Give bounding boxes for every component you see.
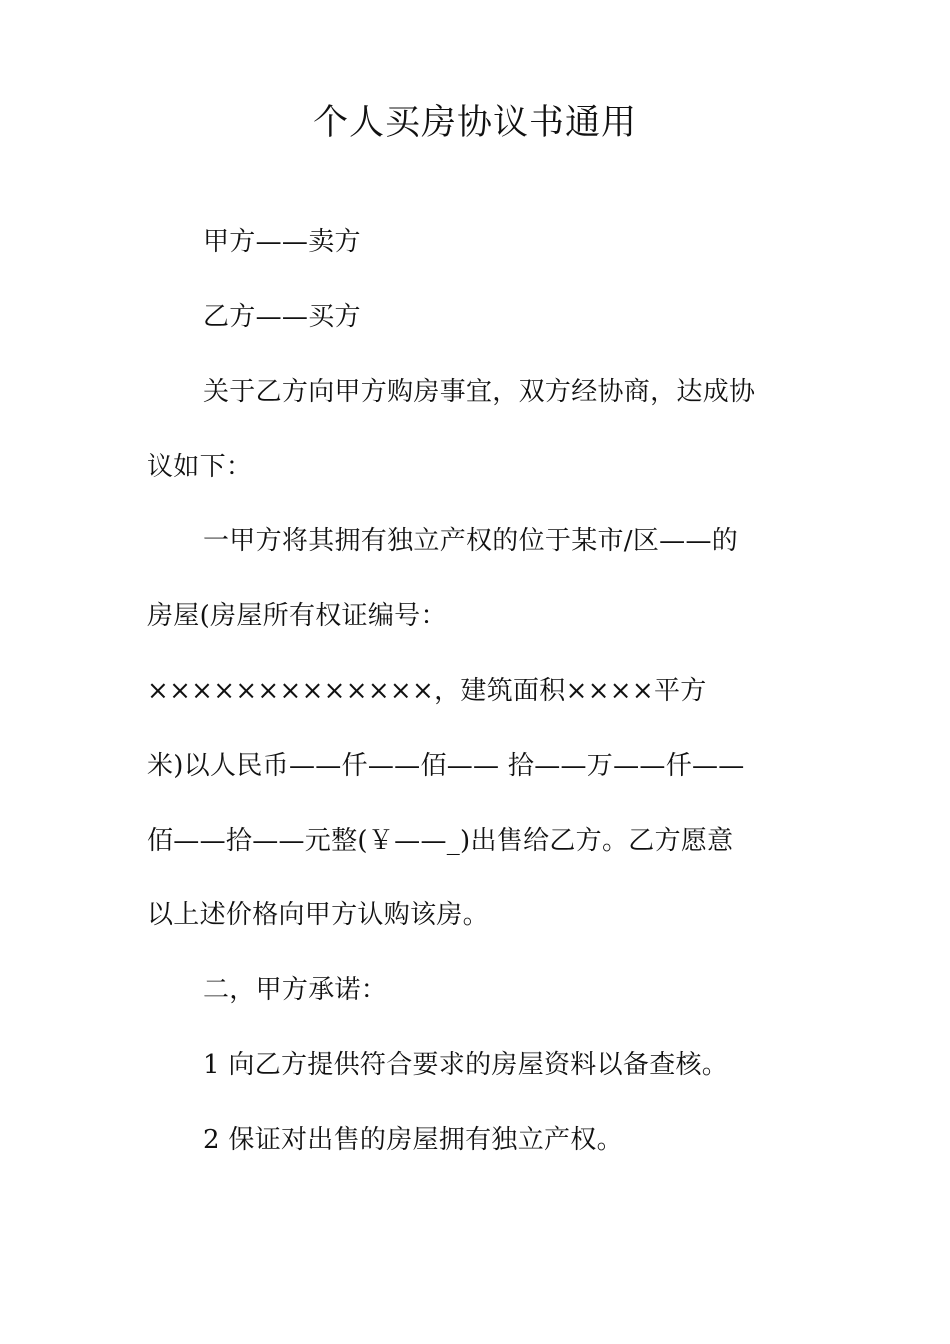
party-b-line: 乙方——买方 bbox=[203, 302, 361, 332]
clause-two-item-1: 1 向乙方提供符合要求的房屋资料以备查核。 bbox=[203, 1050, 729, 1080]
clause-two-item-2: 2 保证对出售的房屋拥有独立产权。 bbox=[203, 1125, 623, 1155]
party-a-line: 甲方——卖方 bbox=[203, 227, 361, 257]
clause-two-heading: 二，甲方承诺： bbox=[203, 975, 388, 1005]
clause-one-line-4: 米)以人民币——仟——佰—— 拾——万——仟—— bbox=[147, 751, 745, 781]
clause-one-line-3: ×××××××××××××，建筑面积××××平方 bbox=[147, 676, 707, 706]
intro-paragraph-line-2: 议如下： bbox=[147, 452, 253, 482]
clause-one-line-6: 以上述价格向甲方认购该房。 bbox=[147, 900, 489, 930]
clause-one-line-5: 佰——拾——元整(￥——_)出售给乙方。乙方愿意 bbox=[147, 826, 734, 856]
document-title: 个人买房协议书通用 bbox=[312, 103, 637, 143]
clause-one-line-2: 房屋(房屋所有权证编号： bbox=[147, 601, 447, 631]
intro-paragraph-line-1: 关于乙方向甲方购房事宜，双方经协商，达成协 bbox=[203, 377, 756, 407]
clause-one-line-1: 一甲方将其拥有独立产权的位于某市/区——的 bbox=[203, 526, 739, 556]
